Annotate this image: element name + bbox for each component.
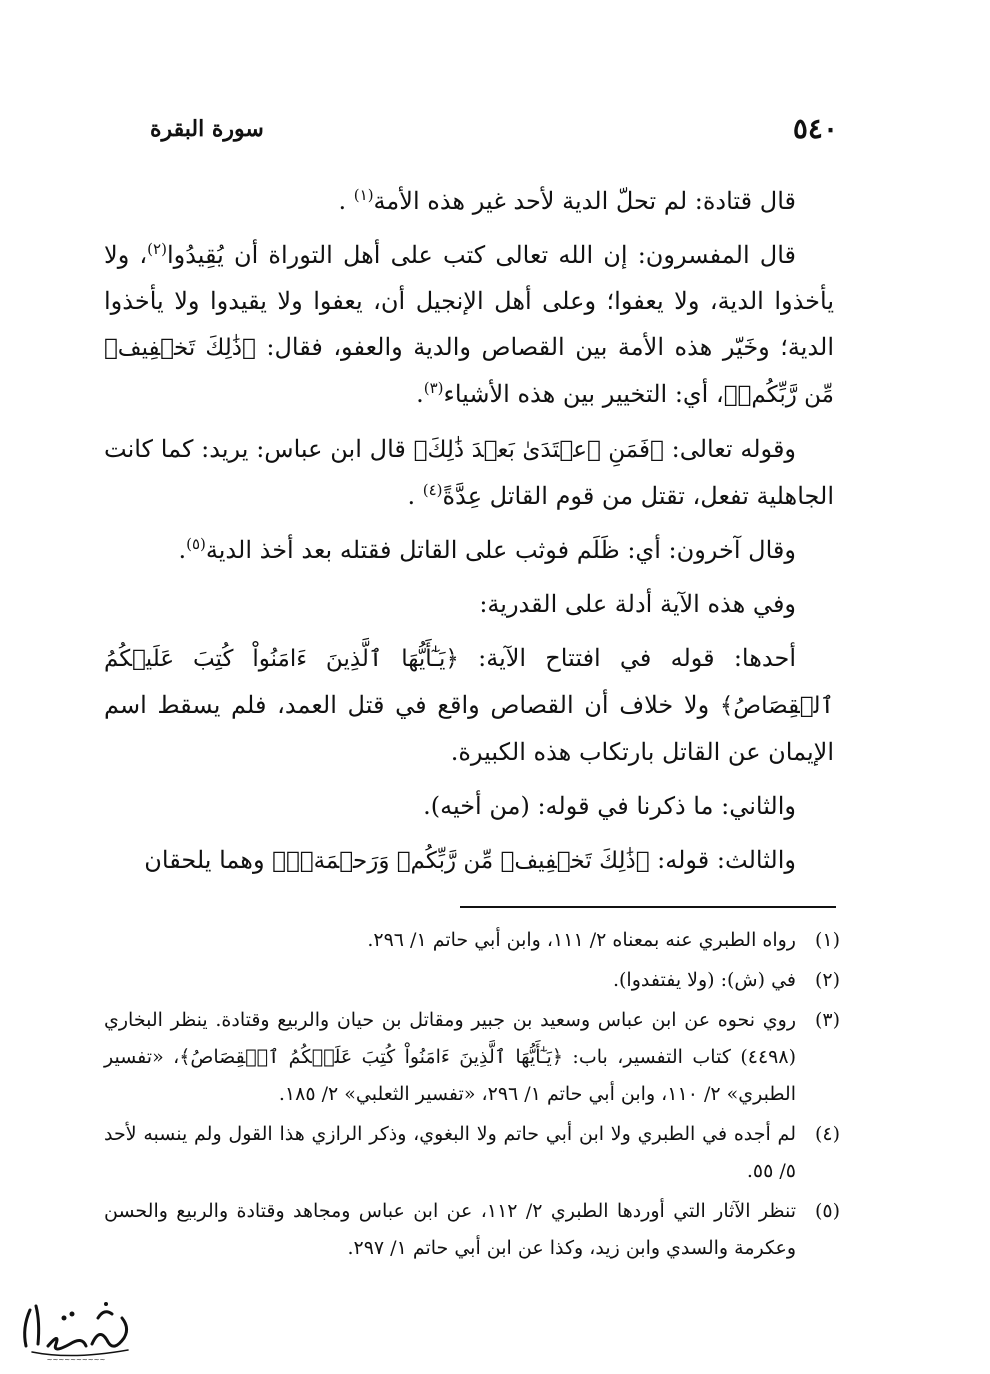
paragraph-2 [104,232,834,418]
footnote-item [104,1002,840,1113]
svg-text:~~~~~~~~~~: ~~~~~~~~~~ [46,1356,106,1364]
footnote-text: لم أجده في الطبري ولا ابن أبي حاتم ولا البغوي، وذكر الرازي هذا القول ولم ينسبه لأحد ٥/ ٥٥. [104,1123,796,1182]
text-run: ، أي: التخيير بين هذه الأشياء [443,380,724,408]
text-run: . [407,482,423,510]
footnote-text: رواه الطبري عنه بمعناه ٢/ ١١١، وابن أبي حاتم ١/ ٢٩٦. [367,929,796,951]
footnote-item [104,962,840,999]
footnote-item [104,1116,840,1190]
quran-verse: ﴿يَـٰٓأَيُّهَا ٱلَّذِينَ ءَامَنُواْ كُتِبَ عَلَيۡكُمُ ٱلۡقِصَاصُ﴾ [104,646,834,719]
running-header-title: سورة البقرة [150,116,264,142]
text-run: وقوله تعالى: [663,435,797,463]
footnote-number: (١) [814,929,840,951]
footnote-number: (٤) [814,1123,840,1145]
quran-verse: ﴿ذَٰلِكَ تَخۡفِيفٞ مِّن رَّبِّكُمۡ﴾ [104,335,834,408]
quran-verse: ﴿فَمَنِ ٱعۡتَدَىٰ بَعۡدَ ذَٰلِكَ﴾ [413,437,664,463]
footnote-number: (٣) [814,1009,840,1031]
footnote-text: تنظر الآثار التي أوردها الطبري ٢/ ١١٢، عن ابن عباس ومجاهد وقتادة والربيع والحسن وعكرمة والسدي وابن زيد، وكذا عن ابن أبي حاتم ١/ ٢٩٧. [104,1200,796,1259]
footnote-ref[interactable]: (٤) [422,481,443,499]
page-number: ٥٤٠ [792,112,838,145]
text-run: . [416,380,424,408]
footnote-ref[interactable]: (١) [353,186,374,204]
text-run: والثالث: قوله: [649,846,796,874]
footnote-text: في (ش): (ولا يفتفدوا). [612,969,796,991]
text-run: . [178,536,187,564]
text-run: أحدها: قوله في افتتاح الآية: [458,644,796,672]
paragraph-5: وفي هذه الآية أدلة على القدرية: [479,590,796,618]
text-run: قال ابن عباس: يريد: كما كانت الجاهلية تفعل، تقتل من قوم القاتل عِدَّةً [104,435,834,510]
text-run: قال المفسرون: إن الله تعالى كتب على أهل التوراة أن يُقِيدُوا [166,241,796,269]
quran-verse: ﴿ذَٰلِكَ تَخۡفِيفٞ مِّن رَّبِّكُمۡ وَرَحۡمَةٞۗ﴾ [272,848,650,874]
text-run: قال قتادة: لم تحلّ الدية لأحد غير هذه الأمة [373,187,796,215]
calligraphy-logo-icon [12,1288,138,1364]
footnote-text: روي نحوه عن ابن عباس وسعيد بن جبير ومقاتل بن حيان والربيع وقتادة. ينظر البخاري (٤٤٩٨) كتاب التفسير، باب: ﴿يَـٰٓأَيُّهَا ٱلَّذِينَ ءَامَنُواْ كُتِبَ عَلَيۡكُمُ ٱلۡقِصَاصُ﴾، «تفسير الطبري» ٢/ ١١٠، وابن أبي حاتم ١/ ٢٩٦، «تفسير الثعلبي» ٢/ ١٨٥. [104,1009,796,1105]
text-run: . [338,187,354,215]
paragraph-4 [104,527,834,573]
footnote-number: (٢) [814,969,840,991]
footnote-item [104,922,840,959]
paragraph-6 [104,635,834,775]
footnote-ref[interactable]: (٢) [147,240,167,258]
text-run: ، ولا يأخذوا الدية، ولا يعفوا؛ وعلى أهل الإنجيل أن، يعفوا ولا يقيدوا ولا يأخذوا الدية؛ وخَيّر هذه الأمة بين القصاص والدية والعفو، فقال: [104,241,835,361]
text-run: ولا خلاف أن القصاص واقع في قتل العمد، فلم يسقط اسم الإيمان عن القاتل بارتكاب هذه الكبيرة. [104,691,834,766]
footnotes [104,922,840,1270]
main-text [104,178,834,892]
paragraph-8 [104,837,834,884]
paragraph-1 [104,178,834,224]
paragraph-3 [104,426,834,519]
footnote-separator [460,906,836,908]
footnote-number: (٥) [814,1200,840,1222]
paragraph-7: والثاني: ما ذكرنا في قوله: (من أخيه). [423,792,796,820]
text-run: وقال آخرون: أي: ظَلَم فوثب على القاتل فقتله بعد أخذ الدية [205,536,796,564]
footnote-ref[interactable]: (٥) [186,535,206,553]
text-run: وهما يلحقان [144,846,273,874]
footnote-item [104,1193,840,1267]
footnote-ref[interactable]: (٣) [423,379,444,397]
